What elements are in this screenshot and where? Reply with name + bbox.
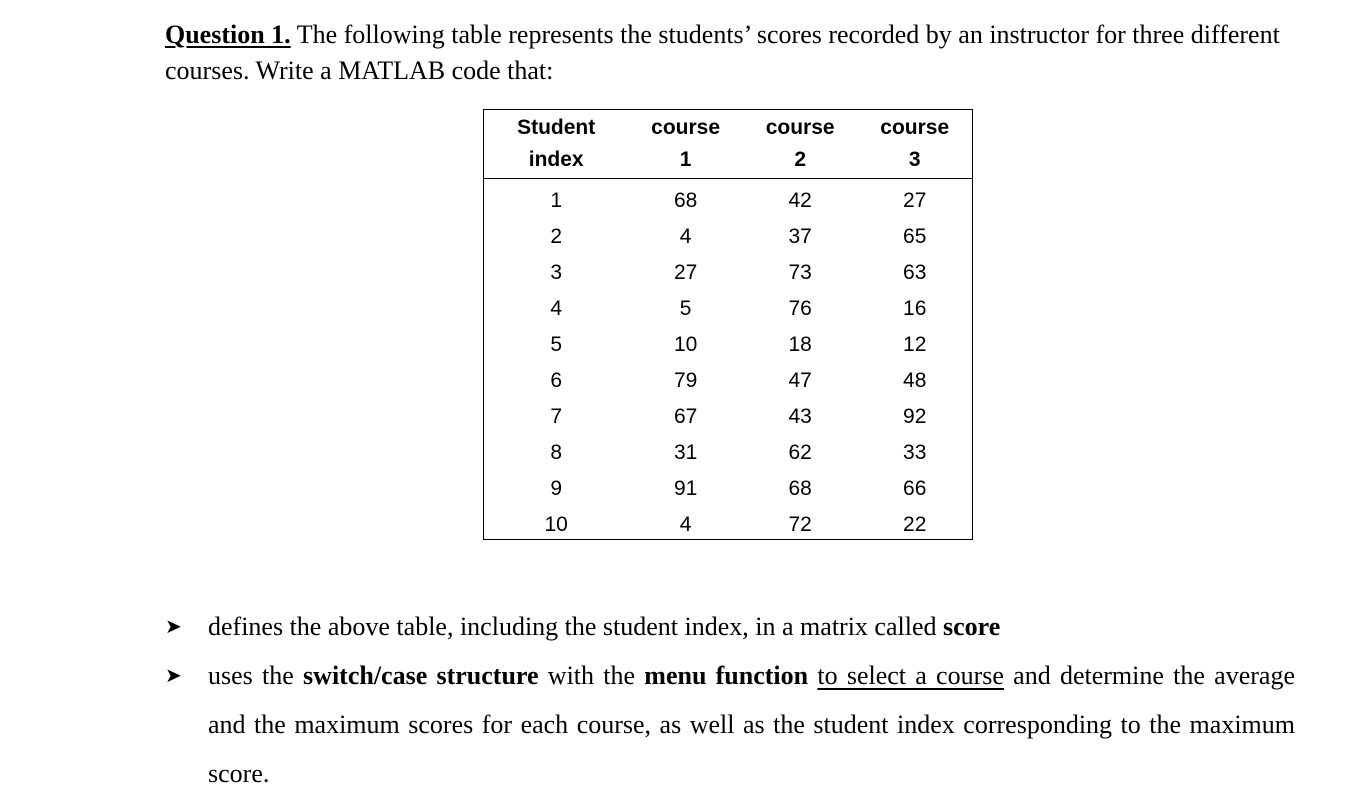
table-row	[484, 507, 972, 543]
table-row	[484, 327, 972, 363]
table-header-row	[484, 110, 972, 179]
cell-course-2: 37	[788, 225, 812, 248]
list-item: ➤ defines the above table, including the student index, in a matrix called score	[165, 602, 1295, 651]
cell-course-2: 47	[788, 369, 812, 392]
cell-student-index: 1	[550, 189, 563, 212]
cell-course-2: 73	[788, 261, 812, 284]
cell-course-2: 68	[788, 477, 812, 500]
table-row	[484, 471, 972, 507]
table-row	[484, 435, 972, 471]
table-row	[484, 399, 972, 435]
select-course-phrase: to select a course	[817, 661, 1004, 690]
cell-course-1: 91	[673, 477, 698, 500]
matrix-name: score	[943, 612, 1001, 641]
question-text: The following table represents the students’ scores recorded by an instructor for three different courses. Write a MATLAB code that:	[165, 20, 1280, 85]
header-course-2: course 2	[743, 110, 858, 179]
header-student-index: Student index	[484, 110, 628, 179]
header-course-3: course 3	[857, 110, 972, 179]
cell-course-1: 4	[679, 513, 692, 536]
arrow-bullet-icon: ➤	[165, 614, 182, 638]
cell-course-2: 62	[788, 441, 812, 464]
table-row	[484, 363, 972, 399]
cell-course-2: 43	[788, 405, 812, 428]
table-row	[484, 291, 972, 327]
cell-course-3: 48	[903, 369, 927, 392]
question-paragraph	[165, 17, 1300, 89]
cell-student-index: 3	[550, 261, 563, 284]
table-row	[484, 219, 972, 255]
cell-student-index: 6	[550, 369, 563, 392]
scores-table	[484, 110, 972, 543]
cell-student-index: 2	[550, 225, 563, 248]
cell-course-2: 72	[788, 513, 812, 536]
cell-course-3: 12	[903, 333, 927, 356]
cell-course-3: 66	[903, 477, 927, 500]
cell-course-3: 16	[903, 297, 927, 320]
cell-student-index: 9	[550, 477, 563, 500]
cell-course-1: 10	[673, 333, 698, 356]
cell-course-3: 27	[903, 189, 927, 212]
cell-student-index: 8	[550, 441, 563, 464]
list-item: ➤ uses the switch/case structure with the menu function to select a course and determine the average and the maximum scores for each course, as well as the student index corresponding to the maximum score.	[165, 651, 1295, 798]
menu-function-term: menu function	[644, 661, 809, 690]
cell-course-1: 5	[679, 297, 692, 320]
table-body	[484, 179, 972, 544]
scores-table-frame	[483, 109, 973, 540]
table-row	[484, 255, 972, 291]
cell-course-1: 67	[673, 405, 698, 428]
cell-course-1: 68	[673, 189, 698, 212]
cell-student-index: 10	[544, 513, 568, 536]
cell-student-index: 7	[550, 405, 563, 428]
question-label: Question 1.	[165, 20, 291, 49]
cell-course-1: 31	[673, 441, 698, 464]
cell-course-2: 76	[788, 297, 812, 320]
cell-course-1: 79	[673, 369, 698, 392]
task-list	[165, 602, 1295, 798]
arrow-bullet-icon: ➤	[165, 663, 182, 687]
cell-student-index: 5	[550, 333, 563, 356]
cell-course-3: 63	[903, 261, 927, 284]
cell-course-3: 22	[903, 513, 927, 536]
cell-course-3: 92	[903, 405, 927, 428]
cell-course-2: 42	[788, 189, 812, 212]
table-row	[484, 179, 972, 220]
cell-student-index: 4	[550, 297, 563, 320]
cell-course-1: 27	[673, 261, 698, 284]
cell-course-2: 18	[788, 333, 812, 356]
switch-case-term: switch/case structure	[303, 661, 539, 690]
cell-course-3: 65	[903, 225, 927, 248]
cell-course-1: 4	[679, 225, 692, 248]
cell-course-3: 33	[903, 441, 927, 464]
header-course-1: course 1	[628, 110, 743, 179]
